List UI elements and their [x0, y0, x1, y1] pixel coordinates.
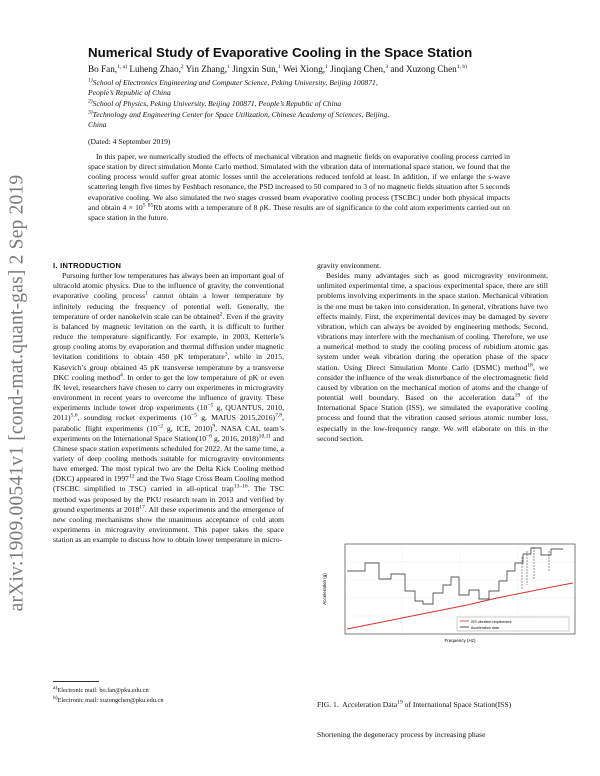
section-heading: I. INTRODUCTION [53, 261, 122, 270]
footnote-a: $^{a)}$Electronic mail: bo.fan@pku.edu.cn [53, 684, 149, 694]
abstract: In this paper, we numerically studied the effects of mechanical vibration and magnetic fields on evaporative cooling process carried in space station by direct simulation Monte Carlo method. Simulated with the vibration data of international space station, we found that the cooling process would suffer great atomic losses until the accelerations reduced tenfold at least. In addition, if we enlarge the s-wave scattering length five times by Feshbach resonance, the PSD increased to 50 compared to 3 of no magnetic fields situation after 5 seconds evaporative cooling. We also simulated the two stages crossed beam evaporative cooling process (TSCBC) under both physical impacts and obtain $4 \times 10^5$ $^{85}$Rb atoms with a temperature of 8 pK. These results are of significance to the cold atom experiments carried out on space station in the future. [88, 152, 510, 222]
affiliation-3: $^{3)}$Technology and Engineering Center for Space Utilization, Chinese Academy of Sciences, Beijing, China [88, 109, 390, 129]
intro-paragraph: Pursuing further low temperatures has always been an important goal of ultracold atomic physics. Due to the influence of gravity, the conventional evaporative cooling process$^1$ cannot obtain a lower temperature by infinitely reducing the frequency of potential well. Generally, the temperature of order nanokelvin scale can be obtained$^2$. Even if the gravity is balanced by magnetic levitation on the earth, it is difficult to further reduce the temperature significantly. For example, in 2003, Ketterle’s group cooling atoms by evaporation and thermal diffusion under magnetic levitation conditions to obtain 450 pK temperature$^3$, while in 2015, Kasevich’s group obtained 45 pK transverse temperature by a transverse DKC cooling method$^4$. In order to get the low temperature of pK or even fK level, researchers have chosen to carry out experiments in microgravity environment in recent years to overcome the influence of gravity. These experiments include tower drop experiments ($10^{-5}$ g, QUANTUS, 2010, 2011)$^{5,6}$, sounding rocket experiments ($10^{-5}$ g, MAIUS 2015,2016)$^{7,8}$, parabolic flight experiments ($10^{-2}$ g, ICE, 2010)$^9$, NASA CAL team’s experiments on the International Space $Station(10^{-6}$ g, 2016, 2018)$^{10,11}$ and Chinese space station experiments scheduled for 2022. At the same time, a variety of deep cooling methods suitable for microgravity environments have emerged. The most typical two are the Delta Kick Cooling method (DKC) appeared in 1997$^{12}$ and the Two Stage Cross Beam Cooling method (TSCBC simplified to TSC) carried in all-optical trap$^{13-16}$. The TSC method was proposed by the PKU research team in 2013 and verified by ground experiments at 2018$^{17}$. All these experiments and the emergence of new cooling mechanisms show the unanimous acceptance of cold atom experiments in microgravity environment. This paper takes the space station as an example to discuss how to obtain lower temperature in micro- [53, 271, 285, 545]
affiliation-2: $^{2)}$School of Physics, Peking University, Beijing 100871, People’s Republic of China [88, 98, 342, 108]
y-axis-label: Acceleration (g) [322, 573, 327, 605]
footnote-rule [53, 681, 99, 682]
paper-title: Numerical Study of Evaporative Cooling in the Space Station [88, 45, 473, 60]
figure-caption: FIG. 1. Acceleration Data$^{19}$ of International Space Station(ISS) [317, 699, 512, 709]
continued-text: Shortening the degeneracy process by increasing phase [317, 730, 486, 739]
arxiv-identifier: arXiv:1909.00541v1 [cond-mat.quant-gas] 2 Sep 2019 [6, 174, 28, 612]
legend-label: ISS vibration requirement [471, 620, 512, 624]
intro-paragraph-2: Besides many advantages such as good microgravity environment, unlimited experimental time, a spacious experimental space, there are still problems involving experiments in the space station. Mechanical vibration is the one must be taken into consideration. In general, vibrations have two effects mainly. First, the experimental devices may be damaged by severe vibration, which can always be avoided by engineering methods; Second, vibrations may interfere with the mechanism of cooling. Therefore, we use a numerical method to study the cooling process of rubidium atomic gas system under weak vibration during the operation phase of the space station. Using Direct Simulation Monte Carlo (DSMC) method$^{18}$, we consider the influence of the weak disturbance of the electromagnetic field caused by vibration on the mechanical motion of atoms and the change of potential well boundary. Based on the acceleration data$^{19}$ of the International Space Station (ISS), we simulated the evaporative cooling process and found that the vibration caused serious atomic number loss, especially in the low-frequency range. We will elaborate on this in the second section. [317, 271, 549, 443]
acceleration-chart [317, 541, 581, 646]
x-axis-label: Frequency (Hz) [444, 638, 476, 643]
author-list: Bo Fan,$^{1, a)}$ Luheng Zhao,$^2$ Yin Zhang,$^1$ Jingxin Sun,$^1$ Wei Xiong,$^1$ Jinqiang Chen,$^3$ and Xuzong Chen$^{1, b)}$ [88, 63, 468, 74]
dated-line: (Dated: 4 September 2019) [88, 137, 171, 146]
legend-label: Acceleration data [471, 626, 499, 630]
affiliation-1: $^{1)}$School of Electronics Engineering and Computer Science, Peking University, Beijing 100871, People’s Republic of China [88, 77, 378, 97]
footnote-b: $^{b)}$Electronic mail: xuzongchen@pku.edu.cn [53, 694, 164, 704]
left-column [53, 261, 284, 545]
continued-paragraph: gravity environment. [317, 261, 382, 270]
right-column [317, 261, 548, 444]
figure-acceleration-plot [317, 541, 581, 646]
